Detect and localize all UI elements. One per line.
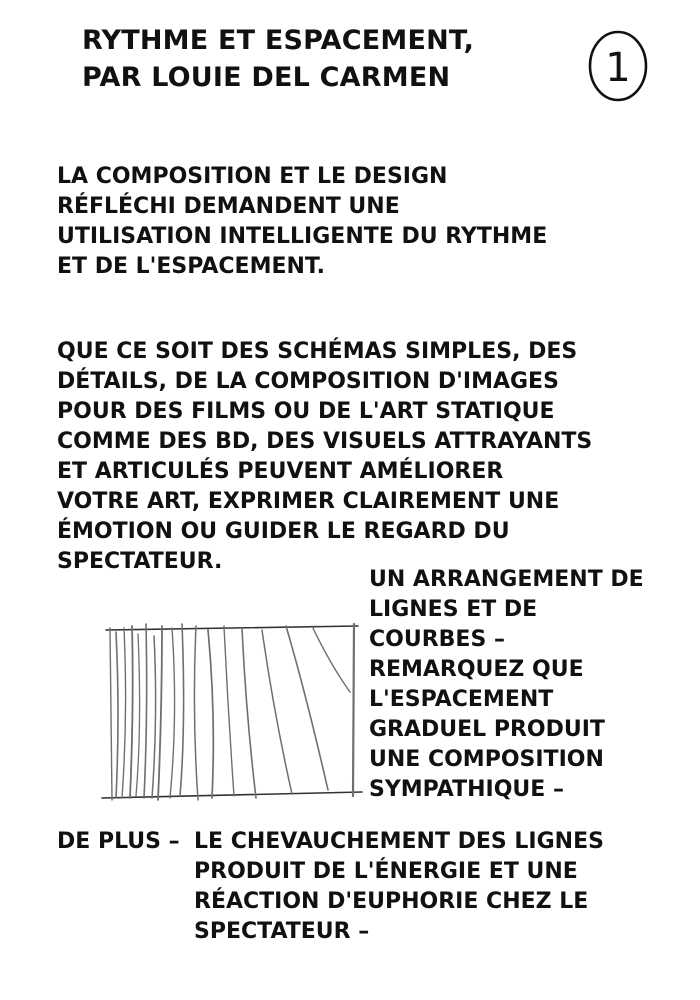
body-paragraph: QUE CE SOIT DES SCHÉMAS SIMPLES, DES DÉTAILS, DE LA COMPOSITION D'IMAGES POUR DES FILMS OU DE L'ART STATIQUE COMME DES BD, DES VISUELS ATTRAYANTS ET ARTICULÉS PEUVENT AMÉLIORER VOTRE ART, EXPRIMER CLAIREMENT UNE ÉMOTION OU GUIDER LE REGARD DU SPECTATEUR. <box>57 339 593 574</box>
page-number-circle-icon <box>585 26 651 106</box>
line-rhythm-sketch <box>96 614 366 806</box>
sketch-caption: UN ARRANGEMENT DE LIGNES ET DE COURBES – REMARQUEZ QUE L'ESPACEMENT GRADUEL PRODUIT UNE COMPOSITION SYMPATHIQUE – <box>369 567 644 802</box>
intro-paragraph: LA COMPOSITION ET LE DESIGN RÉFLÉCHI DEMANDENT UNE UTILISATION INTELLIGENTE DU RYTHME ET DE L'ESPACEMENT. <box>57 164 548 279</box>
closing-lead: DE PLUS – <box>57 829 180 854</box>
closing-paragraph: LE CHEVAUCHEMENT DES LIGNES PRODUIT DE L'ÉNERGIE ET UNE RÉACTION D'EUPHORIE CHEZ LE SPECTATEUR – <box>194 829 604 944</box>
page-number: 1 <box>605 45 631 91</box>
page-title: RYTHME ET ESPACEMENT, PAR LOUIE DEL CARMEN <box>82 25 475 93</box>
